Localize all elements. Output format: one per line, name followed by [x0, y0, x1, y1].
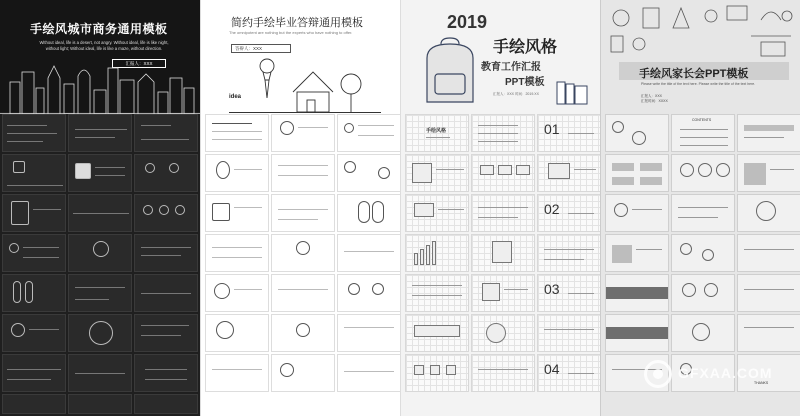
cover-title: 简约手绘毕业答辩通用模板 [231, 17, 363, 29]
slide-thumbnail[interactable] [68, 314, 132, 352]
slide-thumbnail[interactable] [605, 114, 669, 152]
slide-thumbnail[interactable] [737, 274, 800, 312]
site-watermark [644, 360, 794, 390]
slide-thumbnail[interactable] [68, 274, 132, 312]
speaker-text: 汇报人：XXX [641, 94, 663, 98]
speaker-box: 汇报人：XXX [112, 59, 166, 68]
slide-thumbnail[interactable] [471, 234, 535, 272]
contents-slide[interactable]: CONTENTS [671, 114, 735, 152]
slide-thumbnail[interactable] [737, 114, 800, 152]
cover-title: 手绘风城市商务通用模板 [30, 22, 168, 36]
template-preview-graduation-defense[interactable] [200, 0, 400, 416]
slide-thumbnail[interactable] [671, 274, 735, 312]
slide-thumbnail[interactable] [605, 194, 669, 232]
lightbulb-house-illustration [201, 54, 400, 114]
slide-thumbnail[interactable] [671, 154, 735, 192]
slide-thumbnail[interactable] [337, 314, 400, 352]
slide-thumbnail[interactable] [471, 154, 535, 192]
slide-thumbnail[interactable] [205, 354, 269, 392]
slide-thumbnail[interactable] [2, 274, 66, 312]
slide-thumbnail[interactable] [405, 194, 469, 232]
slide-thumbnail[interactable] [134, 394, 198, 414]
slide-thumbnail[interactable] [68, 234, 132, 272]
slide-thumbnail[interactable] [134, 314, 198, 352]
slide-thumbnail[interactable] [271, 194, 335, 232]
slide-thumbnail[interactable] [205, 194, 269, 232]
slide-thumbnail[interactable] [737, 154, 800, 192]
slide-thumbnail[interactable] [271, 234, 335, 272]
template-preview-education-report[interactable] [400, 0, 600, 416]
slide-thumbnail[interactable] [134, 114, 198, 152]
slide-thumbnail[interactable] [205, 274, 269, 312]
slide-thumbnail[interactable] [271, 354, 335, 392]
slide-thumbnail[interactable] [271, 314, 335, 352]
template-preview-parent-meeting[interactable] [600, 0, 800, 416]
slide-thumbnail[interactable] [537, 234, 600, 272]
slide-thumbnail[interactable] [205, 234, 269, 272]
slide-thumbnail[interactable] [337, 194, 400, 232]
section-slide[interactable] [605, 274, 669, 312]
slide-thumbnail[interactable] [337, 154, 400, 192]
slide-thumbnail[interactable] [671, 194, 735, 232]
slide-thumbnail[interactable] [337, 114, 400, 152]
slide-thumbnail[interactable] [134, 194, 198, 232]
slide-thumbnail[interactable] [405, 354, 469, 392]
slide-thumbnail[interactable] [337, 354, 400, 392]
slide-thumbnail[interactable] [68, 114, 132, 152]
watermark-text: GFXAA.COM [678, 365, 773, 381]
cover-quote: Without ideal, life is a desert, not angry. Without ideal, life is like night, without light; Without ideal, life is like a maze, without direction. [39, 40, 169, 51]
section-slide[interactable]: 02 [537, 194, 600, 232]
slide-thumbnail[interactable] [471, 114, 535, 152]
cover-quote: Please write the title of the text here. Please write the title of the text here. [641, 82, 756, 86]
books-illustration [553, 80, 593, 106]
slide-thumbnail[interactable] [405, 314, 469, 352]
slide-thumbnail[interactable] [537, 314, 600, 352]
slide-thumbnail[interactable] [2, 354, 66, 392]
slide-thumbnail[interactable] [68, 394, 132, 414]
slide-thumbnail[interactable] [134, 234, 198, 272]
slide-thumbnail[interactable] [68, 154, 132, 192]
cover-subtitle-2: PPT模板 [505, 77, 545, 88]
cover-title: 手绘风家长会PPT模板 [639, 68, 749, 80]
slide-thumbnail[interactable] [2, 314, 66, 352]
slide-thumbnail[interactable] [337, 274, 400, 312]
slide-thumbnail[interactable] [405, 154, 469, 192]
thanks-slide[interactable]: THANKS [737, 354, 800, 392]
slide-thumbnail[interactable] [737, 234, 800, 272]
slide-thumbnail[interactable] [205, 154, 269, 192]
slide-thumbnail[interactable] [671, 234, 735, 272]
cover-meta [641, 94, 668, 104]
slide-thumbnail[interactable] [68, 354, 132, 392]
slide-thumbnail[interactable] [471, 314, 535, 352]
slide-thumbnail[interactable] [671, 314, 735, 352]
slide-thumbnail[interactable] [134, 154, 198, 192]
school-doodles-illustration [601, 0, 800, 112]
slide-thumbnail[interactable] [2, 154, 66, 192]
section-slide[interactable] [605, 314, 669, 352]
slide-thumbnail[interactable] [205, 314, 269, 352]
section-slide[interactable]: 03 [537, 274, 600, 312]
backpack-illustration [415, 36, 485, 108]
speaker-box: 答辩人：XXX [231, 44, 291, 53]
slide-thumbnail[interactable] [605, 154, 669, 192]
slide-thumbnail[interactable] [405, 234, 469, 272]
slide-thumbnail[interactable] [205, 114, 269, 152]
slide-thumbnail[interactable] [737, 314, 800, 352]
slide-thumbnail[interactable] [2, 394, 66, 414]
section-slide[interactable]: 04 [537, 354, 600, 392]
watermark-logo-icon [644, 360, 672, 388]
section-slide[interactable]: 01 [537, 114, 600, 152]
cover-meta: 汇报人：XXX 时间：2019.XX [493, 92, 539, 96]
slide-thumbnail[interactable] [605, 234, 669, 272]
slide-thumbnail[interactable] [271, 274, 335, 312]
slide-thumbnail[interactable] [134, 274, 198, 312]
slide-thumbnail[interactable] [471, 354, 535, 392]
slide-thumbnail[interactable] [337, 234, 400, 272]
city-skyline-illustration [0, 62, 200, 114]
slide-thumbnail[interactable] [2, 114, 66, 152]
slide-thumbnail[interactable] [737, 194, 800, 232]
idea-label: idea [229, 94, 242, 100]
slide-thumbnail[interactable] [68, 194, 132, 232]
cover-title: 手绘风格 [493, 39, 558, 56]
cover-quote: The omnipotent are nothing but the experts who have nothing to offer. [229, 30, 353, 35]
template-preview-city-business[interactable] [0, 0, 200, 416]
slide-thumbnail[interactable] [471, 194, 535, 232]
cover-slide [0, 0, 200, 112]
slide-thumbnail[interactable] [134, 354, 198, 392]
slide-thumbnail[interactable]: 手绘风格 [405, 114, 469, 152]
slide-thumbnail[interactable] [271, 154, 335, 192]
slide-thumbnail[interactable] [2, 194, 66, 232]
cover-year: 2019 [447, 12, 488, 32]
slide-thumbnail[interactable] [405, 274, 469, 312]
slide-thumbnail[interactable] [471, 274, 535, 312]
time-text: 汇报时间：XXXX [641, 99, 668, 103]
slide-thumbnail[interactable] [537, 154, 600, 192]
slide-thumbnail[interactable] [2, 234, 66, 272]
cover-subtitle: 教育工作汇报 [481, 62, 541, 73]
slide-thumbnail[interactable] [271, 114, 335, 152]
